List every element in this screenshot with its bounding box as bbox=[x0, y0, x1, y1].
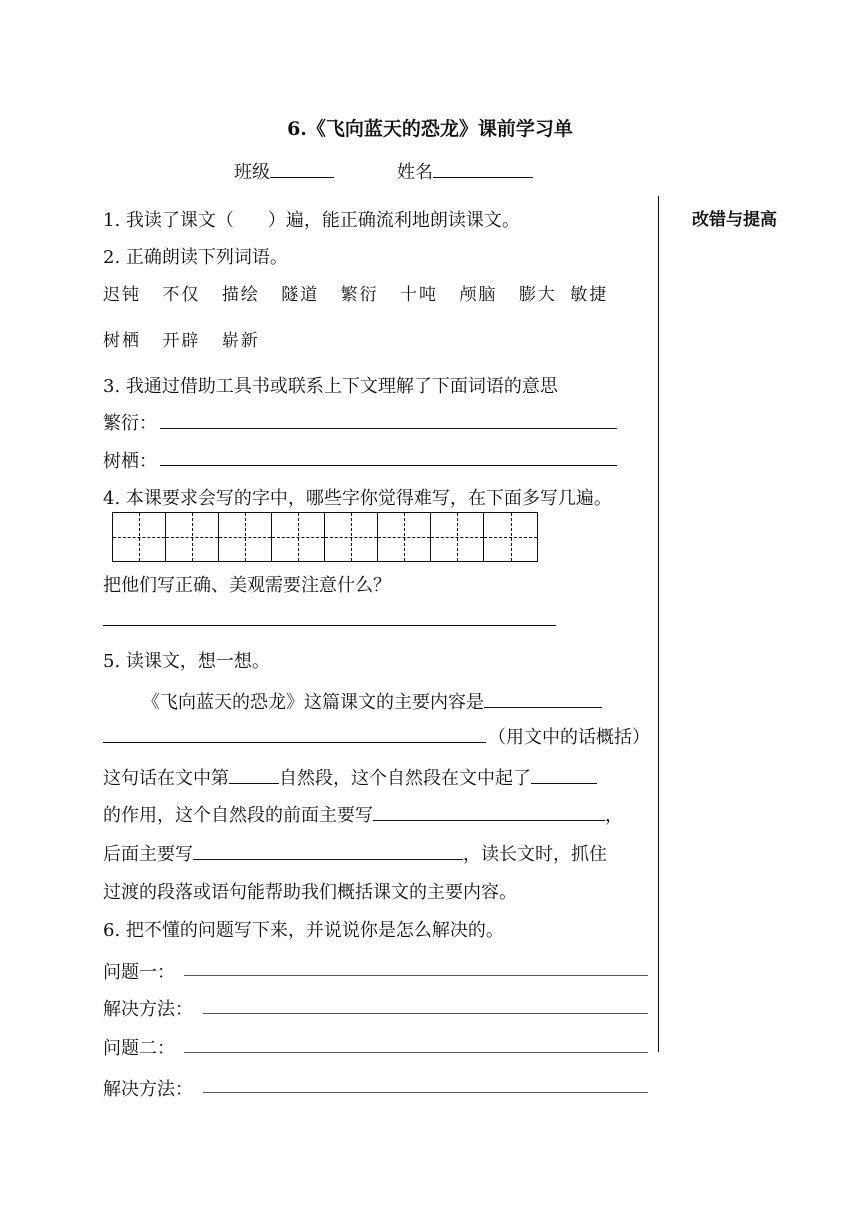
problem-2-blank[interactable] bbox=[184, 1052, 648, 1053]
question-5-label: 5. 读课文，想一想。 bbox=[103, 651, 270, 672]
word-item: 迟钝 bbox=[103, 285, 141, 305]
term-1-blank[interactable] bbox=[160, 428, 617, 429]
page-title: 6.《飞向蓝天的恐龙》课前学习单 bbox=[287, 118, 573, 140]
writing-grid bbox=[112, 512, 538, 562]
q5-line4-text-b: ， bbox=[605, 805, 623, 826]
front-content-blank[interactable] bbox=[373, 802, 605, 821]
question-1 bbox=[103, 206, 520, 232]
writing-cell[interactable] bbox=[484, 513, 537, 561]
word-item: 敏捷 bbox=[570, 285, 609, 305]
question-2-label: 2. 正确朗读下列词语。 bbox=[103, 247, 288, 268]
q5-line-6: 过渡的段落或语句能帮助我们概括课文的主要内容。 bbox=[103, 882, 517, 903]
writing-cell[interactable] bbox=[272, 513, 325, 561]
back-content-blank[interactable] bbox=[193, 841, 463, 860]
q5-line-3 bbox=[103, 764, 597, 790]
q5-line5-text-a: 后面主要写 bbox=[103, 844, 193, 865]
term-1-label: 繁衍： bbox=[103, 413, 157, 434]
word-item: 描绘 bbox=[221, 285, 260, 305]
question-4-follow: 把他们写正确、美观需要注意什么？ bbox=[103, 575, 391, 596]
question-6-label: 6. 把不懂的问题写下来，并说说你是怎么解决的。 bbox=[103, 920, 504, 941]
q5-line4-text-a: 的作用，这个自然段的前面主要写 bbox=[103, 805, 373, 826]
name-field bbox=[397, 158, 533, 184]
question-4-label: 4. 本课要求会写的字中，哪些字你觉得难写，在下面多写几遍。 bbox=[103, 488, 612, 509]
problem-1-blank[interactable] bbox=[184, 975, 648, 976]
q1-text-a: 1. 我读了课文（ bbox=[103, 210, 234, 231]
q5-line1-text: 《飞向蓝天的恐龙》这篇课文的主要内容是 bbox=[142, 692, 484, 713]
word-item: 膨大 bbox=[518, 285, 557, 305]
side-column-label: 改错与提高 bbox=[692, 210, 777, 230]
solution-1-label: 解决方法： bbox=[103, 999, 193, 1020]
term-2-label: 树栖： bbox=[103, 451, 157, 472]
solution-2-blank[interactable] bbox=[203, 1092, 648, 1093]
writing-cell[interactable] bbox=[431, 513, 484, 561]
q5-line-5 bbox=[103, 840, 607, 866]
writing-cell[interactable] bbox=[325, 513, 378, 561]
solution-2-label: 解决方法： bbox=[103, 1079, 193, 1100]
word-row-2 bbox=[103, 326, 260, 351]
word-item: 不仅 bbox=[162, 285, 201, 305]
paragraph-number-blank[interactable] bbox=[229, 765, 279, 784]
q5-main-content-blank[interactable] bbox=[484, 689, 602, 708]
q5-line3-text-b: 自然段，这个自然段在文中起了 bbox=[279, 768, 531, 789]
class-blank[interactable] bbox=[270, 159, 334, 178]
writing-cell[interactable] bbox=[113, 513, 166, 561]
question-3-label: 3. 我通过借助工具书或联系上下文理解了下面词语的意思 bbox=[103, 376, 558, 397]
writing-cell[interactable] bbox=[166, 513, 219, 561]
word-item: 繁衍 bbox=[340, 285, 379, 305]
word-row-1 bbox=[103, 280, 608, 305]
word-item: 崭新 bbox=[221, 331, 260, 351]
q5-line5-text-b: ，读长文时，抓住 bbox=[463, 844, 607, 865]
word-item: 开辟 bbox=[162, 331, 201, 351]
q5-line3-text-a: 这句话在文中第 bbox=[103, 768, 229, 789]
q5-line-4 bbox=[103, 801, 623, 827]
solution-1-blank[interactable] bbox=[203, 1013, 648, 1014]
q1-text-b: ）遍，能正确流利地朗读课文。 bbox=[267, 210, 520, 231]
word-item: 颅脑 bbox=[459, 285, 498, 305]
word-item: 十吨 bbox=[400, 285, 439, 305]
class-label: 班级 bbox=[234, 162, 270, 183]
name-label: 姓名 bbox=[397, 162, 433, 183]
name-blank[interactable] bbox=[433, 159, 533, 178]
q4-answer-blank[interactable] bbox=[103, 625, 556, 626]
q5-line-1 bbox=[142, 688, 602, 714]
role-blank[interactable] bbox=[531, 765, 597, 784]
writing-cell[interactable] bbox=[378, 513, 431, 561]
term-2-blank[interactable] bbox=[160, 465, 617, 466]
word-item: 树栖 bbox=[103, 331, 141, 351]
writing-cell[interactable] bbox=[219, 513, 272, 561]
margin-divider bbox=[658, 196, 659, 1052]
q5-note: （用文中的话概括） bbox=[488, 727, 650, 748]
word-item: 隧道 bbox=[281, 285, 320, 305]
class-field bbox=[234, 158, 334, 184]
problem-2-label: 问题二： bbox=[103, 1038, 175, 1059]
q5-summary-blank[interactable] bbox=[103, 742, 486, 743]
problem-1-label: 问题一： bbox=[103, 962, 175, 983]
